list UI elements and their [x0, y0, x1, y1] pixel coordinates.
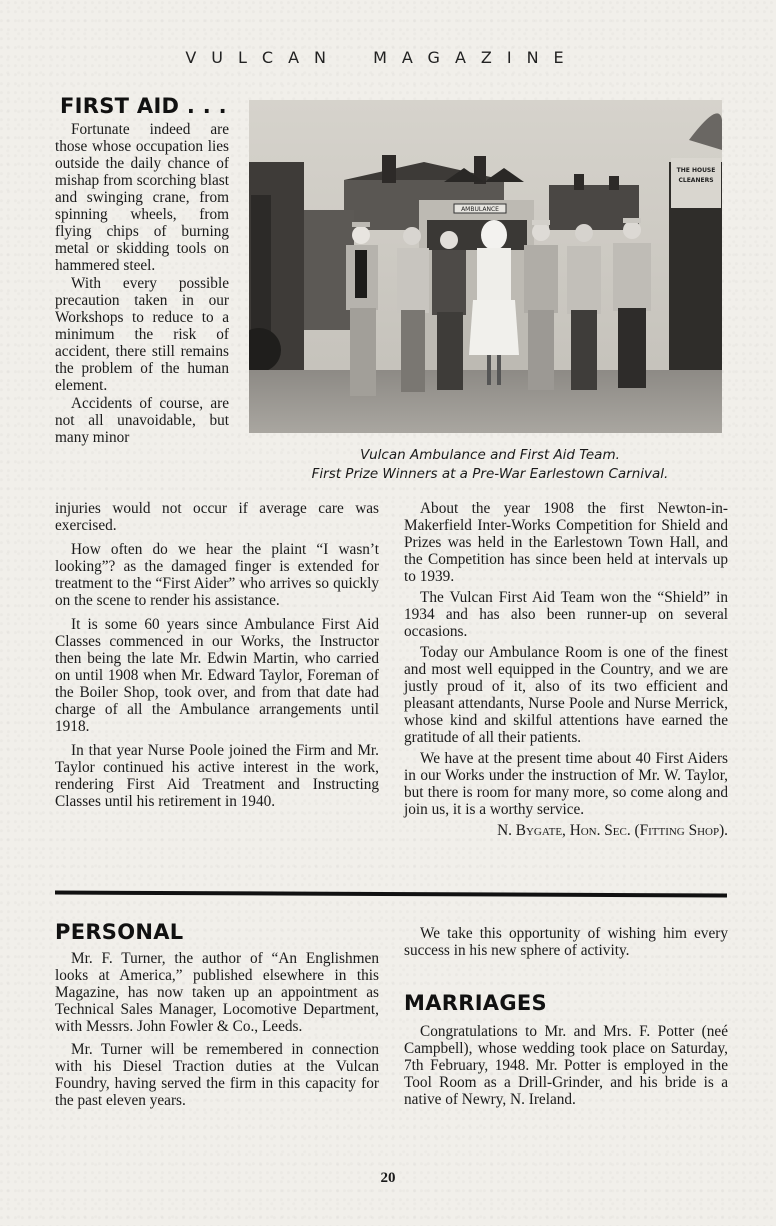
section-divider — [55, 891, 727, 898]
first-aid-paragraph: How often do we hear the plaint “I wasn’t looking”? as the damaged finger is extended for treatment to the “First Aider” who arrives so quickly on the scene to render his assistance. — [55, 541, 379, 609]
masthead — [0, 48, 776, 67]
team-member — [524, 220, 558, 390]
first-aid-paragraph: In that year Nurse Poole joined the Firm and Mr. Taylor continued his active interest in the work, rendering First Aid Treatment and Instructing Classes until his retirement in 1940. — [55, 742, 379, 810]
masthead-word-1: VULCAN — [185, 48, 341, 67]
team-member — [397, 227, 429, 392]
first-aid-paragraph: The Vulcan First Aid Team won the “Shield” in 1934 and has also been runner-up on several occasions. — [404, 589, 728, 640]
first-aid-paragraph: injuries would not occur if average care was exercised. — [55, 500, 379, 534]
personal-continued-and-marriages — [404, 925, 728, 1114]
first-aid-heading: FIRST AID . . . — [60, 94, 227, 118]
first-aid-paragraph: Today our Ambulance Room is one of the finest and most well equipped in the Country, and we are justly proud of it, also of its two efficient and pleasant attendants, Nurse Poole and Nurse Merrick, whose kind and skilful attentions have earned the gratitude of all their patients. — [404, 644, 728, 746]
personal-section — [55, 920, 379, 1115]
marriages-paragraph: Congratulations to Mr. and Mrs. F. Potter (neé Campbell), whose wedding took place on Saturday, 7th February, 1948. Mr. Potter is employed in the Tool Room as a Drill-Grinder, and his bride is a native of Newry, N. Ireland. — [404, 1023, 728, 1108]
first-aid-paragraph: It is some 60 years since Ambulance First Aid Classes commenced in our Works, the Instructor then being the late Mr. Edwin Martin, who carried on until 1908 when Mr. Edward Taylor, Foreman of the Boiler Shop, took over, and from that date had charge of all the Ambulance arrangements until 1918. — [55, 616, 379, 735]
photo-caption — [240, 446, 740, 484]
first-aid-intro-column — [55, 121, 229, 447]
personal-heading: PERSONAL — [55, 920, 184, 944]
svg-text:THE HOUSE: THE HOUSE — [676, 167, 716, 174]
team-member — [613, 218, 651, 388]
caption-line-1: Vulcan Ambulance and First Aid Team. — [360, 447, 620, 463]
first-aid-team-photo — [249, 100, 722, 433]
photo-illustration — [249, 100, 722, 433]
first-aid-left-column — [55, 500, 379, 817]
photo-ground — [249, 370, 722, 433]
personal-paragraph: Mr. Turner will be remembered in connection with his Diesel Traction duties at the Vulcan Foundry, having served the firm in this capacity for the past eleven years. — [55, 1041, 379, 1109]
marriages-heading: MARRIAGES — [404, 991, 547, 1015]
team-member — [567, 224, 601, 390]
masthead-word-2: MAGAZINE — [373, 48, 579, 67]
team-member — [432, 231, 466, 390]
article-signature: N. Bygate, Hon. Sec. (Fitting Shop). — [497, 822, 728, 839]
personal-paragraph: We take this opportunity of wishing him every success in his new sphere of activity. — [404, 925, 728, 959]
team-member — [346, 222, 378, 396]
personal-paragraph: Mr. F. Turner, the author of “An Englishmen looks at America,” published elsewhere in this Magazine, has now taken up an appointment as Technical Sales Manager, Locomotive Department, with Messrs. John Fowler & Co., Leeds. — [55, 950, 379, 1035]
first-aid-paragraph: About the year 1908 the first Newton-in-Makerfield Inter-Works Competition for Shield and Prizes was held in the Earlestown Town Hall, and the Competition has since been held at intervals up to 1939. — [404, 500, 728, 585]
first-aid-paragraph: Fortunate indeed are those whose occupation lies outside the daily chance of mishap from scorching blast and swinging crane, from spinning wheels, from flying chips of burning metal or skidding tools on hammered steel. — [55, 121, 229, 274]
caption-line-2: First Prize Winners at a Pre-War Earlestown Carnival. — [311, 466, 669, 482]
first-aid-right-column — [404, 500, 728, 843]
page-number: 20 — [380, 1170, 396, 1186]
first-aid-paragraph: Accidents of course, are not all unavoidable, but many minor — [55, 395, 229, 446]
ambulance-sign-text: AMBULANCE — [461, 206, 499, 213]
first-aid-paragraph: We have at the present time about 40 First Aiders in our Works under the instruction of Mr. W. Taylor, but there is room for many more, so come along and join us, it is a worthy service. — [404, 750, 728, 818]
svg-text:CLEANERS: CLEANERS — [678, 177, 714, 184]
first-aid-paragraph: With every possible precaution taken in our Workshops to reduce to a minimum the risk of accident, there still remains the problem of the human element. — [55, 275, 229, 394]
